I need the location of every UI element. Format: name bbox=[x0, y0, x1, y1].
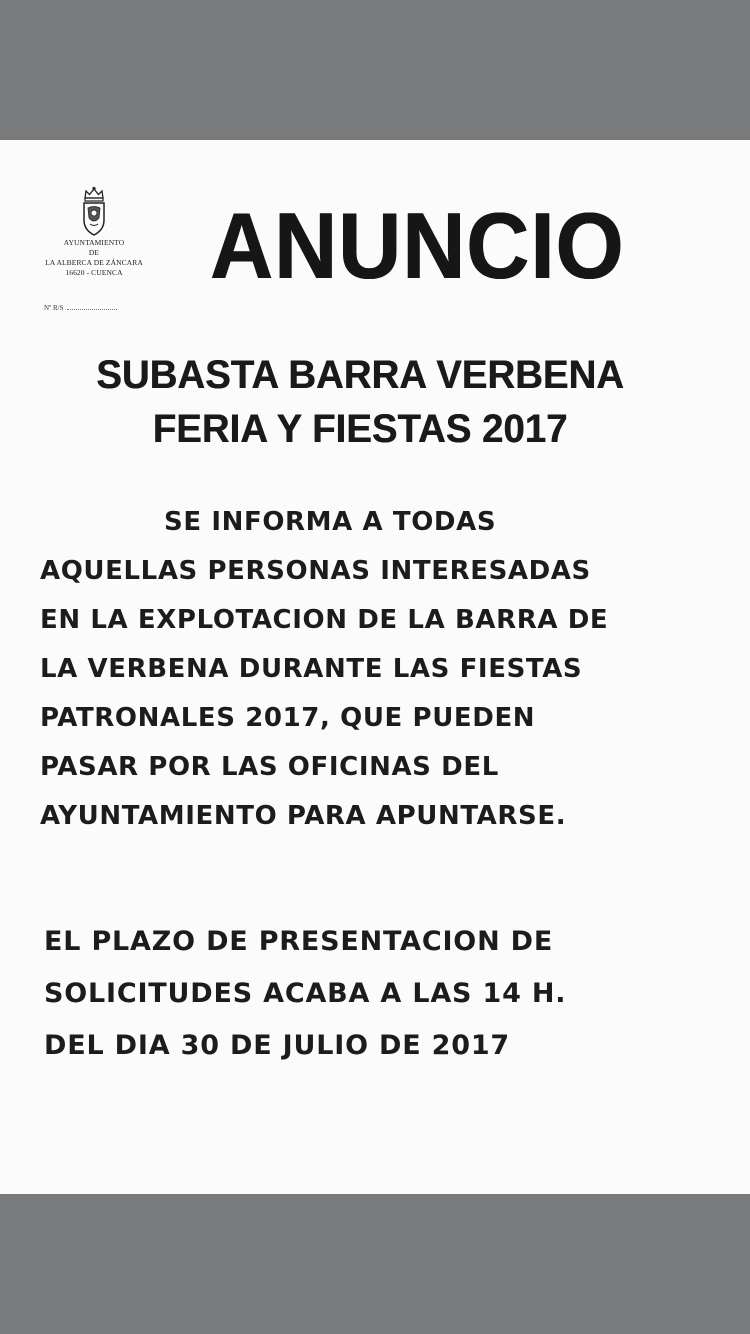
letterhead-line: 16620 - CUENCA bbox=[65, 268, 123, 277]
subtitle-line: SUBASTA BARRA VERBENA bbox=[96, 353, 624, 397]
notice-title: ANUNCIO bbox=[210, 193, 625, 298]
body-line: LA VERBENA DURANTE LAS FIESTAS bbox=[40, 654, 583, 684]
body-line: SE INFORMA A TODAS bbox=[164, 507, 497, 537]
body-line: AQUELLAS PERSONAS INTERESADAS bbox=[40, 556, 591, 586]
body-line: PASAR POR LAS OFICINAS DEL bbox=[40, 752, 499, 782]
registry-number bbox=[44, 304, 117, 312]
letterhead-line: DE bbox=[88, 248, 100, 257]
municipal-letterhead bbox=[38, 186, 150, 278]
notice-document bbox=[0, 140, 750, 1194]
registry-blank bbox=[67, 309, 117, 310]
deadline-line: EL PLAZO DE PRESENTACION DE bbox=[44, 926, 554, 957]
notice-subtitle bbox=[72, 348, 648, 456]
letterhead-line: LA ALBERCA DE ZÁNCARA bbox=[45, 258, 143, 267]
notice-body bbox=[40, 498, 710, 841]
letterhead-line: AYUNTAMIENTO bbox=[63, 238, 125, 247]
body-line: EN LA EXPLOTACION DE LA BARRA DE bbox=[40, 605, 609, 635]
coat-of-arms-icon bbox=[79, 186, 109, 238]
body-line: AYUNTAMIENTO PARA APUNTARSE. bbox=[40, 801, 567, 831]
body-line: PATRONALES 2017, QUE PUEDEN bbox=[40, 703, 536, 733]
registry-label: Nº R/S bbox=[44, 304, 64, 312]
deadline-paragraph bbox=[44, 916, 714, 1072]
deadline-line: DEL DIA 30 DE JULIO DE 2017 bbox=[44, 1030, 511, 1061]
deadline-line: SOLICITUDES ACABA A LAS 14 H. bbox=[44, 978, 567, 1009]
subtitle-line: FERIA Y FIESTAS 2017 bbox=[152, 407, 568, 451]
